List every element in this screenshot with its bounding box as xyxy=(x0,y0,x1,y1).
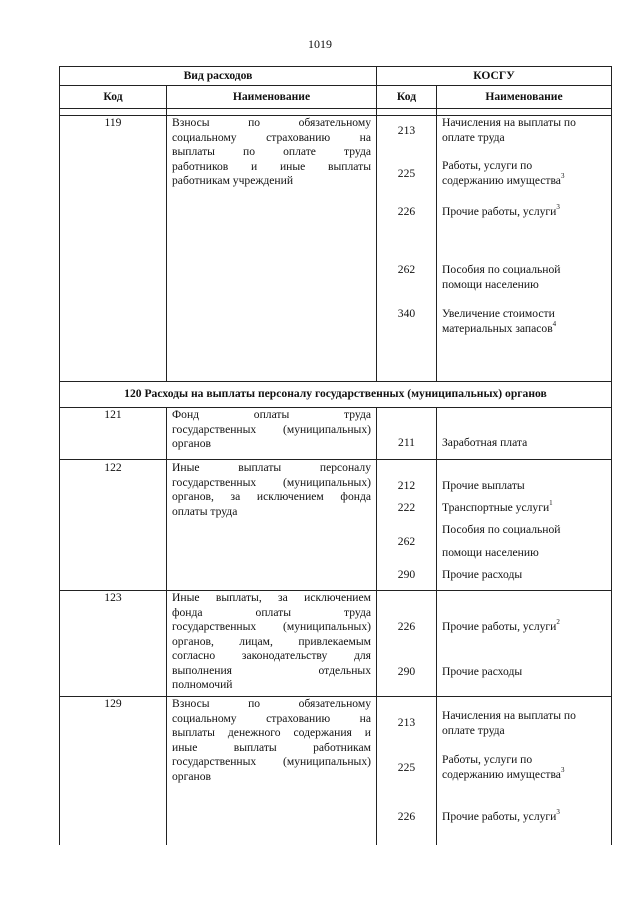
kosgu-name xyxy=(442,810,560,825)
row-name-line: органов, лицам, привлекаемым xyxy=(172,634,371,648)
kosgu-name-text: Прочие работы, услуги xyxy=(442,620,557,633)
footnote-marker: 3 xyxy=(560,172,565,181)
row-name-line: социальному страхованию на xyxy=(172,711,371,725)
kosgu-code: 225 xyxy=(397,167,416,180)
row-name-line: Взносы по обязательному xyxy=(172,697,371,710)
kosgu-name xyxy=(442,205,560,220)
kosgu-code: 225 xyxy=(397,761,416,774)
group-heading-120: 120 Расходы на выплаты персоналу государственных (муниципальных) органов xyxy=(124,387,547,400)
row-name-line: Фонд оплаты труда xyxy=(172,408,371,421)
footnote-marker: 4 xyxy=(552,319,557,328)
row-name-line: государственных (муниципальных) xyxy=(172,620,371,633)
kosgu-code: 262 xyxy=(397,263,416,276)
kosgu-name-text: содержанию имущества xyxy=(442,174,561,187)
row-name-line: фонда оплаты труда xyxy=(172,605,371,619)
kosgu-name: оплате труда xyxy=(442,723,505,737)
row-name-line: органов, за исключением фонда xyxy=(172,490,371,503)
header-bottom xyxy=(59,108,612,109)
kosgu-name xyxy=(442,620,560,635)
row-name-line: иные выплаты работникам xyxy=(172,740,371,754)
column-divider-left xyxy=(166,407,167,845)
row-name-line: Иные выплаты персоналу xyxy=(172,461,371,474)
footnote-marker: 2 xyxy=(556,618,560,627)
kosgu-name-text: содержанию имущества xyxy=(442,767,561,781)
row-name-line: социальному страхованию на xyxy=(172,130,371,144)
row-code: 121 xyxy=(104,408,122,421)
header-kod-left: Код xyxy=(103,90,123,103)
kosgu-name: Работы, услуги по xyxy=(442,159,533,172)
kosgu-code: 226 xyxy=(397,620,416,633)
kosgu-name: Работы, услуги по xyxy=(442,753,533,766)
row-name-line: выполнения отдельных xyxy=(172,663,371,677)
row-code: 129 xyxy=(104,697,122,710)
kosgu-code: 226 xyxy=(397,205,416,218)
footnote-marker: 3 xyxy=(556,808,560,817)
kosgu-name-text: материальных запасов xyxy=(442,321,553,335)
row-code: 123 xyxy=(104,591,122,604)
header-kosgu: КОСГУ xyxy=(473,69,515,82)
column-divider-right xyxy=(436,407,437,845)
row-name-line: работников и иные выплаты xyxy=(172,159,371,173)
row-119-bottom xyxy=(59,381,612,382)
header-naim-left: Наименование xyxy=(232,90,311,103)
row-name-line: государственных (муниципальных) xyxy=(172,475,371,489)
kosgu-name xyxy=(442,501,553,516)
kosgu-code: 213 xyxy=(397,716,416,729)
kosgu-name xyxy=(442,319,557,337)
kosgu-name: Пособия по социальной xyxy=(442,263,561,276)
header-divider xyxy=(59,85,612,86)
row-name-line: работникам учреждений xyxy=(172,174,294,187)
row-name-line: государственных (муниципальных) xyxy=(172,755,371,768)
kosgu-name-text: Транспортные услуги xyxy=(442,501,550,514)
row-name-line: Иные выплаты, за исключением xyxy=(172,591,371,604)
kosgu-name: оплате труда xyxy=(442,130,505,144)
header-naim-right: Наименование xyxy=(485,90,563,103)
kosgu-code: 222 xyxy=(397,501,416,514)
footnote-marker: 3 xyxy=(560,765,565,774)
row-name-line: выплаты по оплате труда xyxy=(172,145,371,158)
kosgu-name: Начисления на выплаты по xyxy=(442,116,576,129)
kosgu-name: Заработная плата xyxy=(442,436,528,449)
column-divider-center xyxy=(376,66,377,381)
kosgu-code: 211 xyxy=(398,436,415,449)
column-divider-left xyxy=(166,85,167,381)
row-name-line: полномочий xyxy=(172,678,233,691)
row-name-line: органов xyxy=(172,437,211,450)
kosgu-code: 262 xyxy=(397,535,416,548)
kosgu-name-text: Прочие работы, услуги xyxy=(442,205,557,218)
table-border-top xyxy=(59,66,612,67)
column-divider-right xyxy=(436,85,437,381)
row-code: 122 xyxy=(104,461,122,474)
kosgu-name xyxy=(442,174,564,189)
kosgu-name: Прочие выплаты xyxy=(442,479,525,492)
header-vid-rashodov: Вид расходов xyxy=(183,69,253,82)
row-code: 119 xyxy=(104,116,122,129)
table-border-right xyxy=(611,66,612,845)
kosgu-name: помощи населению xyxy=(442,277,539,291)
kosgu-code: 290 xyxy=(397,665,416,678)
row-name-line: Взносы по обязательному xyxy=(172,116,371,129)
row-name-line: выплаты денежного содержания и xyxy=(172,726,371,739)
kosgu-name xyxy=(442,765,565,783)
kosgu-name: Пособия по социальной xyxy=(442,523,561,536)
kosgu-name: Увеличение стоимости xyxy=(442,307,555,320)
kosgu-code: 340 xyxy=(397,307,416,320)
kosgu-code: 290 xyxy=(397,568,416,581)
kosgu-name: Прочие расходы xyxy=(442,568,523,581)
kosgu-code: 226 xyxy=(397,810,416,823)
footnote-marker: 1 xyxy=(549,499,553,508)
kosgu-code: 213 xyxy=(397,124,416,137)
row-name-line: органов xyxy=(172,769,211,783)
row-121-bottom xyxy=(59,459,612,460)
page-number: 1019 xyxy=(308,37,332,51)
row-name-line: оплаты труда xyxy=(172,504,238,518)
kosgu-name: помощи населению xyxy=(442,546,539,559)
kosgu-name: Прочие расходы xyxy=(442,665,523,678)
header-kod-right: Код xyxy=(396,90,417,103)
kosgu-name-text: Прочие работы, услуги xyxy=(442,810,557,823)
kosgu-name: Начисления на выплаты по xyxy=(442,709,576,722)
footnote-marker: 3 xyxy=(556,203,560,212)
kosgu-code: 212 xyxy=(397,479,416,492)
row-name-line: согласно законодательству для xyxy=(172,649,371,662)
table-border-left xyxy=(59,66,60,845)
row-name-line: государственных (муниципальных) xyxy=(172,422,371,436)
